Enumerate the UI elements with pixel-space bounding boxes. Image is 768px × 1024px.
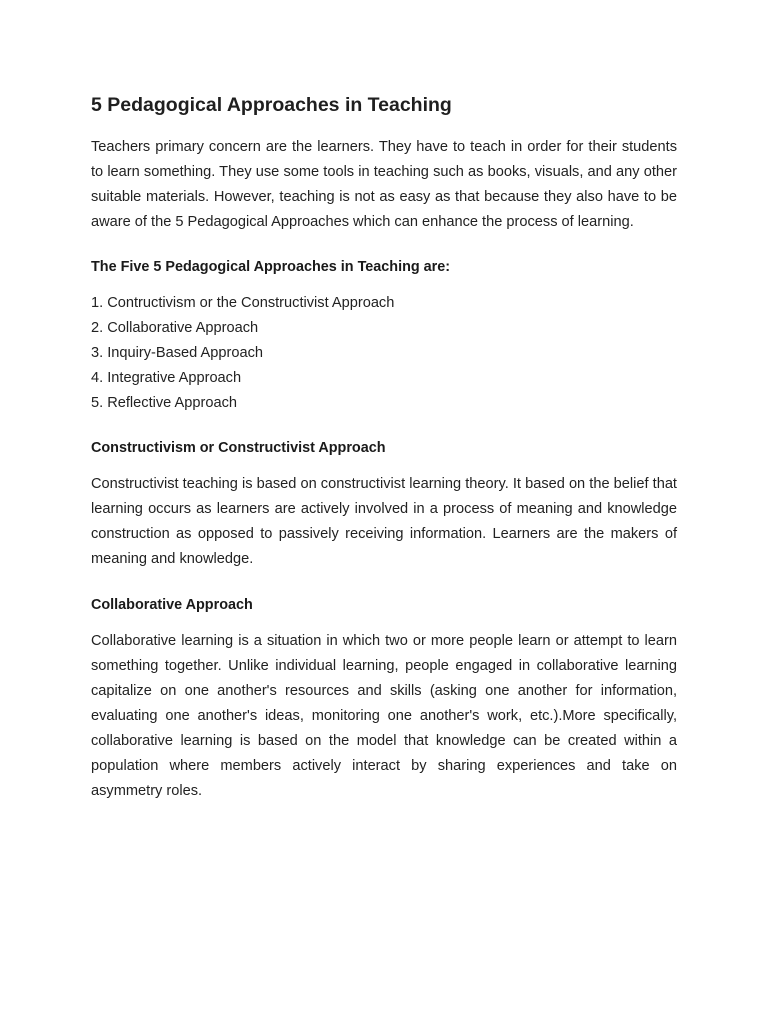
approaches-list — [91, 291, 677, 416]
intro-paragraph: Teachers primary concern are the learners. They have to teach in order for their students to learn something. They use some tools in teaching such as books, visuals, and any other suitable materials. However, teaching is not as easy as that because they also have to be aware of the 5 Pedagogical Approaches which can enhance the process of learning. — [91, 139, 677, 230]
collaborative-paragraph: Collaborative learning is a situation in which two or more people learn or attempt to learn something together. Unlike individual learning, people engaged in collaborative learning capitalize on one another's resources and skills (asking one another for information, evaluating one another's ideas, monitoring one another's work, etc.).More specifically, collaborative learning is based on the model that knowledge can be created within a population where members actively interact by sharing experiences and take on asymmetry roles. — [91, 633, 677, 799]
spacer — [91, 235, 677, 257]
document-page — [91, 93, 677, 804]
spacer — [91, 458, 677, 472]
list-item: 1. Contructivism or the Constructivist Approach — [91, 295, 395, 311]
spacer — [91, 277, 677, 291]
constructivism-paragraph: Constructivist teaching is based on constructivist learning theory. It based on the belief that learning occurs as learners are actively involved in a process of meaning and knowledge construction as opposed to passively receiving information. Learners are the makers of meaning and knowledge. — [91, 476, 677, 567]
list-item: 4. Integrative Approach — [91, 370, 242, 386]
spacer — [91, 572, 677, 595]
list-item: 2. Collaborative Approach — [91, 320, 259, 336]
document-title: 5 Pedagogical Approaches in Teaching — [91, 94, 452, 116]
collaborative-heading: Collaborative Approach — [91, 597, 253, 613]
list-item: 3. Inquiry-Based Approach — [91, 345, 263, 361]
approaches-list-heading: The Five 5 Pedagogical Approaches in Teaching are: — [91, 259, 451, 275]
constructivism-heading: Constructivism or Constructivist Approach — [91, 440, 386, 456]
list-item: 5. Reflective Approach — [91, 395, 238, 411]
spacer — [91, 615, 677, 629]
spacer — [91, 416, 677, 438]
